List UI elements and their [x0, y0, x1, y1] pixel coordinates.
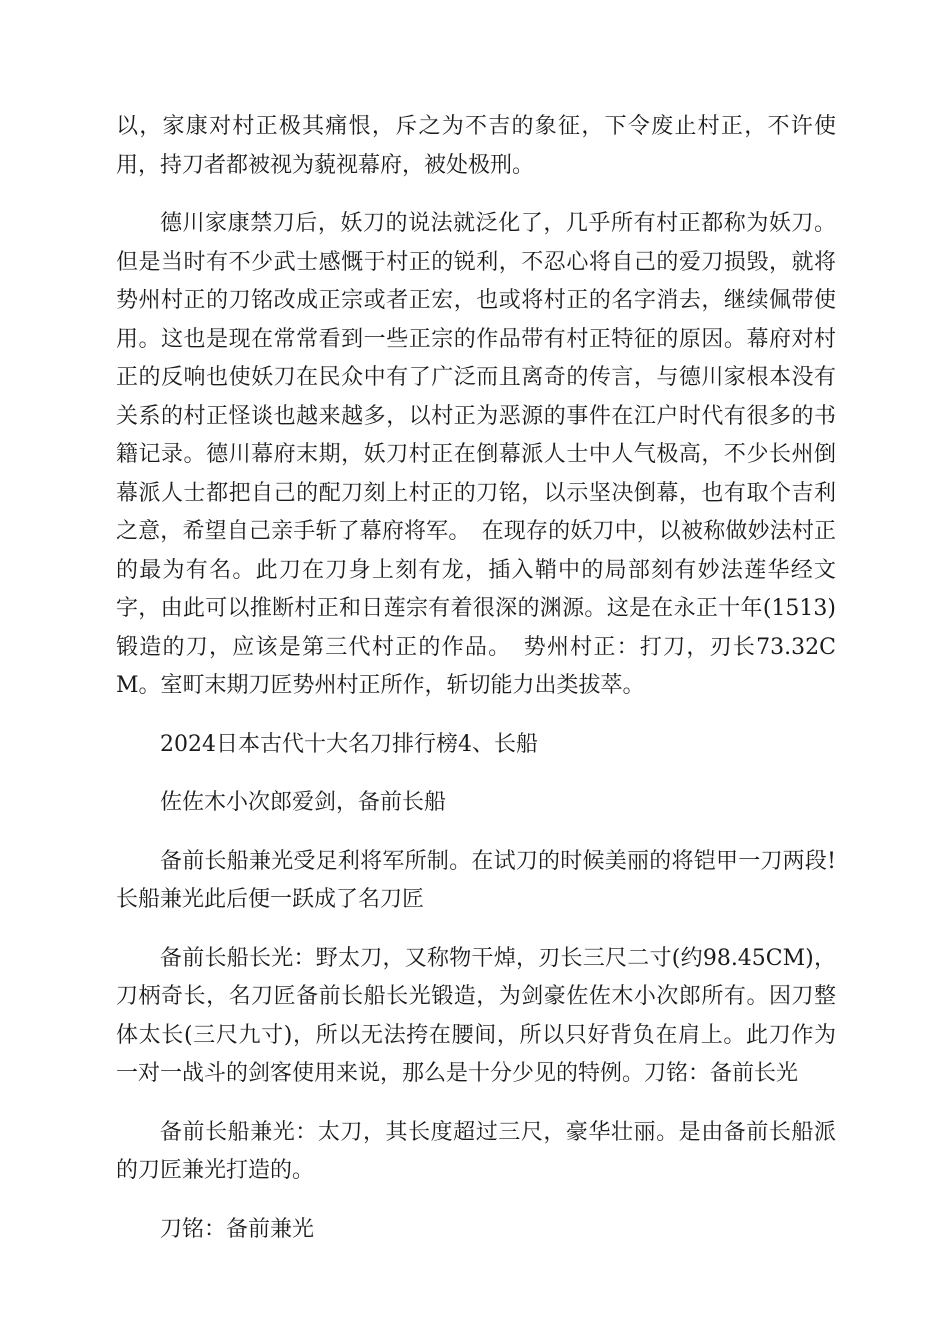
paragraph-signature: 刀铭：备前兼光: [160, 1216, 315, 1242]
paragraph-continuation: 以，家康对村正极其痛恨，斥之为不吉的象征，下令废止村正，不许使用，持刀者都被视为藐视幕府，被处极刑。: [116, 114, 836, 178]
paragraph-kanemitsu-tachi: 备前长船兼光：太刀，其长度超过三尺，豪华壮丽。是由备前长船派的刀匠兼光打造的。: [116, 1119, 836, 1183]
paragraph-nagamitsu: 备前长船长光：野太刀，又称物干焯，刃长三尺二寸(约98.45CM)，刀柄奇长，名刀匠备前长船长光锻造，为剑豪佐佐木小次郎所有。因刀整体太长(三尺九寸)，所以无法挎在腰间，所以只好背负在肩上。此刀作为一对一战斗的剑客使用来说，那么是十分少见的特例。刀铭：备前长光: [116, 945, 836, 1086]
paragraph-muramasa-legend: 德川家康禁刀后，妖刀的说法就泛化了，几乎所有村正都称为妖刀。但是当时有不少武士感慨于村正的锐利，不忍心将自己的爱刀损毁，就将势州村正的刀铭改成正宗或者正宏，也或将村正的名字消去，继续佩带使用。这也是现在常常看到一些正宗的作品带有村正特征的原因。幕府对村正的反响也使妖刀在民众中有了广泛而且离奇的传言，与德川家根本没有关系的村正怪谈也越来越多，以村正为恶源的事件在江户时代有很多的书籍记录。德川幕府末期，妖刀村正在倒幕派人士中人气极高，不少长州倒幕派人士都把自己的配刀刻上村正的刀铭，以示坚决倒幕，也有取个吉利之意，希望自己亲手斩了幕府将军。 在现存的妖刀中，以被称做妙法村正的最为有名。此刀在刀身上刻有龙，插入鞘中的局部刻有妙法莲华经文字，由此可以推断村正和日莲宗有着很深的渊源。这是在永正十年(1513)锻造的刀，应该是第三代村正的作品。 势州村正：打刀，刃长73.32CM。室町末期刀匠势州村正所作，斩切能力出类拔萃。: [116, 211, 836, 698]
section-heading-osafune: 2024日本古代十大名刀排行榜4、长船: [160, 731, 538, 757]
paragraph-sasaki-sword: 佐佐木小次郎爱剑，备前长船: [160, 790, 447, 815]
document-body: [116, 108, 836, 1269]
paragraph-kanemitsu-origin: 备前长船兼光受足利将军所制。在试刀的时候美丽的将铠甲一刀两段!长船兼光此后便一跃成了名刀匠: [116, 848, 836, 912]
